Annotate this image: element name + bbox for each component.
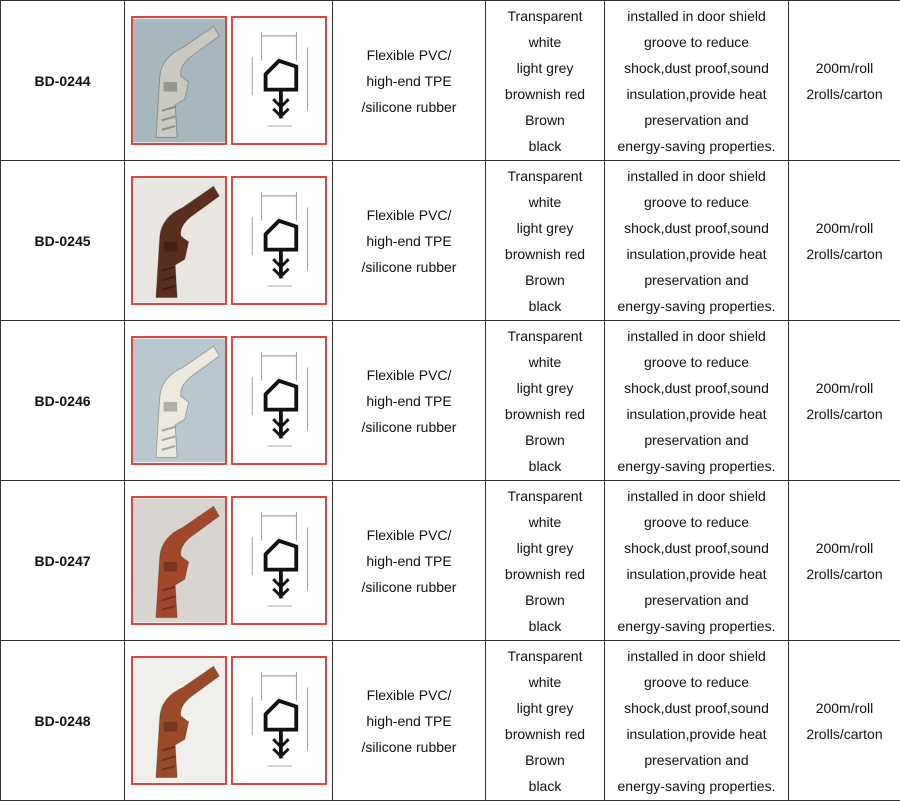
cell-line: white <box>486 509 604 535</box>
profile-drawing <box>231 496 327 625</box>
profile-drawing <box>231 336 327 465</box>
cell-line: shock,dust proof,sound <box>605 375 788 401</box>
cell-line: 2rolls/carton <box>789 241 900 267</box>
cell-line: brownish red <box>486 241 604 267</box>
product-code-cell <box>1 321 125 481</box>
colors-cell <box>486 161 605 321</box>
cell-line: /silicone rubber <box>333 734 485 760</box>
profile-drawing <box>231 176 327 305</box>
packing-cell <box>789 641 900 801</box>
cell-line: preservation and <box>605 747 788 773</box>
colors-cell <box>486 321 605 481</box>
table-row <box>1 481 900 641</box>
table-row <box>1 161 900 321</box>
table-row <box>1 641 900 801</box>
packing-cell <box>789 161 900 321</box>
cell-line: Flexible PVC/ <box>333 362 485 388</box>
product-code-cell <box>1 481 125 641</box>
cell-line: installed in door shield <box>605 483 788 509</box>
packing-cell <box>789 481 900 641</box>
cell-line: 200m/roll <box>789 535 900 561</box>
cell-line: preservation and <box>605 587 788 613</box>
product-code: BD-0245 <box>34 233 90 249</box>
cell-line: shock,dust proof,sound <box>605 535 788 561</box>
cell-line: installed in door shield <box>605 323 788 349</box>
material-cell <box>333 641 486 801</box>
cell-line: 2rolls/carton <box>789 561 900 587</box>
product-photo <box>131 656 227 785</box>
cell-line: Brown <box>486 107 604 133</box>
product-code: BD-0246 <box>34 393 90 409</box>
packing-cell <box>789 321 900 481</box>
cell-line: white <box>486 669 604 695</box>
cell-line: 200m/roll <box>789 215 900 241</box>
cell-line: installed in door shield <box>605 3 788 29</box>
product-photo <box>131 176 227 305</box>
product-photo <box>131 496 227 625</box>
cell-line: Flexible PVC/ <box>333 42 485 68</box>
cell-line: black <box>486 613 604 639</box>
cell-line: groove to reduce <box>605 189 788 215</box>
material-cell <box>333 1 486 161</box>
cell-line: white <box>486 29 604 55</box>
colors-cell <box>486 481 605 641</box>
cell-line: Brown <box>486 747 604 773</box>
cell-line: preservation and <box>605 267 788 293</box>
cell-line: high-end TPE <box>333 68 485 94</box>
application-cell <box>605 641 789 801</box>
cell-line: Flexible PVC/ <box>333 202 485 228</box>
cell-line: shock,dust proof,sound <box>605 695 788 721</box>
cell-line: preservation and <box>605 427 788 453</box>
cell-line: Brown <box>486 427 604 453</box>
cell-line: shock,dust proof,sound <box>605 55 788 81</box>
cell-line: Flexible PVC/ <box>333 682 485 708</box>
cell-line: energy-saving properties. <box>605 133 788 159</box>
cell-line: installed in door shield <box>605 163 788 189</box>
colors-cell <box>486 641 605 801</box>
cell-line: groove to reduce <box>605 349 788 375</box>
cell-line: brownish red <box>486 401 604 427</box>
product-code: BD-0244 <box>34 73 90 89</box>
profile-drawing <box>231 656 327 785</box>
product-code: BD-0247 <box>34 553 90 569</box>
cell-line: /silicone rubber <box>333 574 485 600</box>
cell-line: installed in door shield <box>605 643 788 669</box>
product-images-cell <box>125 1 333 161</box>
cell-line: Transparent <box>486 483 604 509</box>
cell-line: Transparent <box>486 643 604 669</box>
cell-line: white <box>486 349 604 375</box>
cell-line: black <box>486 453 604 479</box>
product-images-cell <box>125 321 333 481</box>
application-cell <box>605 161 789 321</box>
cell-line: Transparent <box>486 163 604 189</box>
cell-line: high-end TPE <box>333 228 485 254</box>
product-code: BD-0248 <box>34 713 90 729</box>
cell-line: 200m/roll <box>789 55 900 81</box>
cell-line: insulation,provide heat <box>605 241 788 267</box>
cell-line: high-end TPE <box>333 388 485 414</box>
product-images-cell <box>125 481 333 641</box>
cell-line: energy-saving properties. <box>605 773 788 799</box>
cell-line: light grey <box>486 695 604 721</box>
application-cell <box>605 481 789 641</box>
cell-line: Flexible PVC/ <box>333 522 485 548</box>
cell-line: insulation,provide heat <box>605 401 788 427</box>
cell-line: light grey <box>486 535 604 561</box>
product-images-cell <box>125 161 333 321</box>
cell-line: brownish red <box>486 81 604 107</box>
cell-line: brownish red <box>486 561 604 587</box>
product-photo <box>131 336 227 465</box>
cell-line: Brown <box>486 587 604 613</box>
cell-line: groove to reduce <box>605 29 788 55</box>
colors-cell <box>486 1 605 161</box>
table-row <box>1 321 900 481</box>
cell-line: light grey <box>486 55 604 81</box>
product-images-cell <box>125 641 333 801</box>
cell-line: /silicone rubber <box>333 414 485 440</box>
application-cell <box>605 1 789 161</box>
cell-line: high-end TPE <box>333 708 485 734</box>
cell-line: light grey <box>486 215 604 241</box>
cell-line: 2rolls/carton <box>789 81 900 107</box>
cell-line: 200m/roll <box>789 375 900 401</box>
cell-line: 2rolls/carton <box>789 401 900 427</box>
cell-line: Brown <box>486 267 604 293</box>
cell-line: insulation,provide heat <box>605 561 788 587</box>
product-photo <box>131 16 227 145</box>
cell-line: /silicone rubber <box>333 254 485 280</box>
cell-line: groove to reduce <box>605 669 788 695</box>
material-cell <box>333 161 486 321</box>
cell-line: shock,dust proof,sound <box>605 215 788 241</box>
cell-line: /silicone rubber <box>333 94 485 120</box>
cell-line: black <box>486 293 604 319</box>
cell-line: light grey <box>486 375 604 401</box>
cell-line: high-end TPE <box>333 548 485 574</box>
cell-line: groove to reduce <box>605 509 788 535</box>
cell-line: Transparent <box>486 3 604 29</box>
cell-line: preservation and <box>605 107 788 133</box>
material-cell <box>333 481 486 641</box>
cell-line: black <box>486 773 604 799</box>
table-row <box>1 1 900 161</box>
material-cell <box>333 321 486 481</box>
cell-line: energy-saving properties. <box>605 453 788 479</box>
cell-line: 200m/roll <box>789 695 900 721</box>
cell-line: black <box>486 133 604 159</box>
product-code-cell <box>1 161 125 321</box>
cell-line: insulation,provide heat <box>605 81 788 107</box>
cell-line: energy-saving properties. <box>605 293 788 319</box>
packing-cell <box>789 1 900 161</box>
product-code-cell <box>1 1 125 161</box>
cell-line: brownish red <box>486 721 604 747</box>
cell-line: white <box>486 189 604 215</box>
cell-line: 2rolls/carton <box>789 721 900 747</box>
product-code-cell <box>1 641 125 801</box>
application-cell <box>605 321 789 481</box>
cell-line: Transparent <box>486 323 604 349</box>
cell-line: insulation,provide heat <box>605 721 788 747</box>
cell-line: energy-saving properties. <box>605 613 788 639</box>
profile-drawing <box>231 16 327 145</box>
